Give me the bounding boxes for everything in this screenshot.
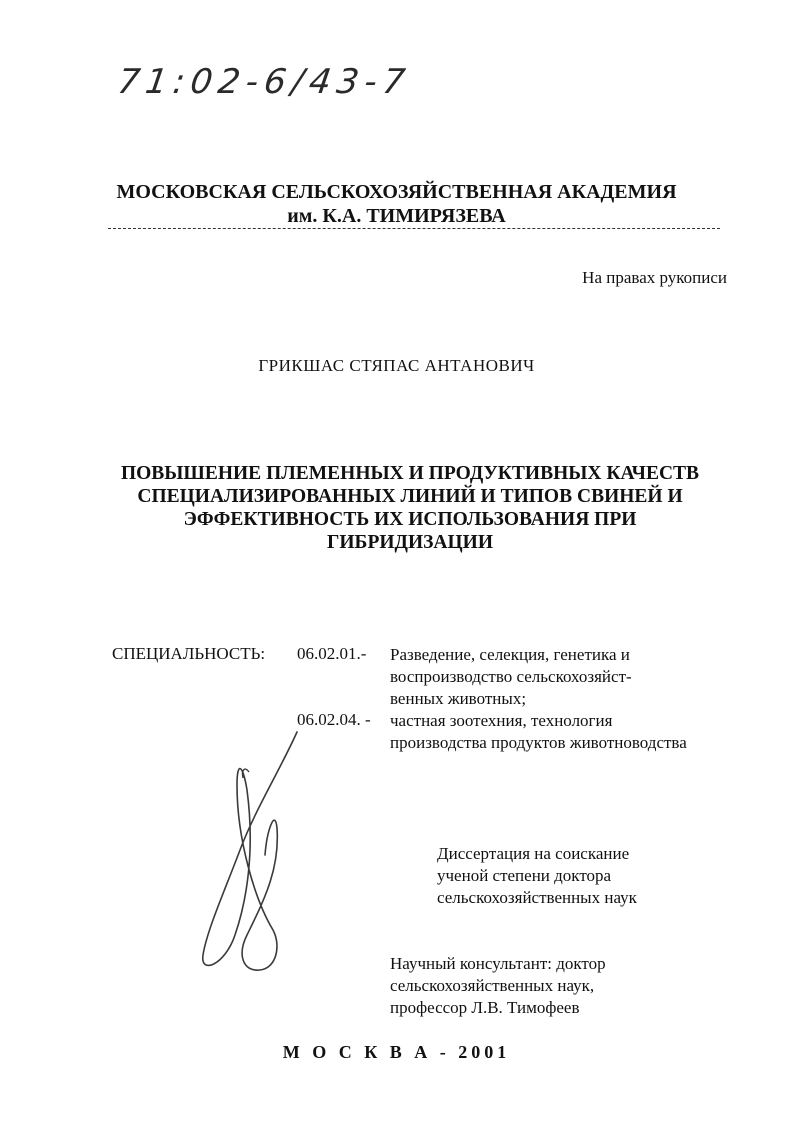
title-line: ГИБРИДИЗАЦИИ xyxy=(326,532,493,553)
dissertation-note xyxy=(437,843,737,909)
title-line: ПОВЫШЕНИЕ ПЛЕМЕННЫХ И ПРОДУКТИВНЫХ КАЧЕСТВ xyxy=(120,463,700,484)
institution-subtitle: им. К.А. ТИМИРЯЗЕВА xyxy=(287,205,506,227)
specialty-description xyxy=(390,644,720,710)
specialty-description xyxy=(390,710,720,754)
rights-notice: На правах рукописи xyxy=(582,268,727,287)
specialty-label: СПЕЦИАЛЬНОСТЬ: xyxy=(112,644,266,663)
specialty-code: 06.02.04. - xyxy=(297,710,371,729)
city-year: М О С К В А - 2001 xyxy=(282,1042,511,1062)
specialty-line: производства продуктов животноводства xyxy=(390,733,687,752)
dissertation-line: Диссертация на соискание xyxy=(437,844,630,863)
dashed-divider xyxy=(108,228,720,229)
dissertation-line: ученой степени доктора xyxy=(437,866,612,885)
consultant-line: Научный консультант: доктор xyxy=(390,954,606,973)
handwritten-catalog-number: 71:02-6/43-7 xyxy=(115,62,414,102)
specialty-code: 06.02.01.- xyxy=(297,644,367,663)
dissertation-line: сельскохозяйственных наук xyxy=(437,888,637,907)
handwritten-signature xyxy=(185,730,325,980)
specialty-line: частная зоотехния, технология xyxy=(390,711,613,730)
author-name: ГРИКШАС СТЯПАС АНТАНОВИЧ xyxy=(258,356,535,375)
scientific-consultant xyxy=(390,953,690,1019)
title-line: ЭФФЕКТИВНОСТЬ ИХ ИСПОЛЬЗОВАНИЯ ПРИ xyxy=(183,509,637,530)
institution-name: МОСКОВСКАЯ СЕЛЬСКОХОЗЯЙСТВЕННАЯ АКАДЕМИЯ xyxy=(116,181,677,203)
consultant-line: профессор Л.В. Тимофеев xyxy=(390,998,580,1017)
specialty-line: Разведение, селекция, генетика и xyxy=(390,645,630,664)
specialty-line: воспроизводство сельскохозяйст- xyxy=(390,667,632,686)
consultant-line: сельскохозяйственных наук, xyxy=(390,976,595,995)
title-line: СПЕЦИАЛИЗИРОВАННЫХ ЛИНИЙ И ТИПОВ СВИНЕЙ И xyxy=(137,486,683,507)
dissertation-title xyxy=(110,462,710,554)
specialty-line: венных животных; xyxy=(390,689,527,708)
